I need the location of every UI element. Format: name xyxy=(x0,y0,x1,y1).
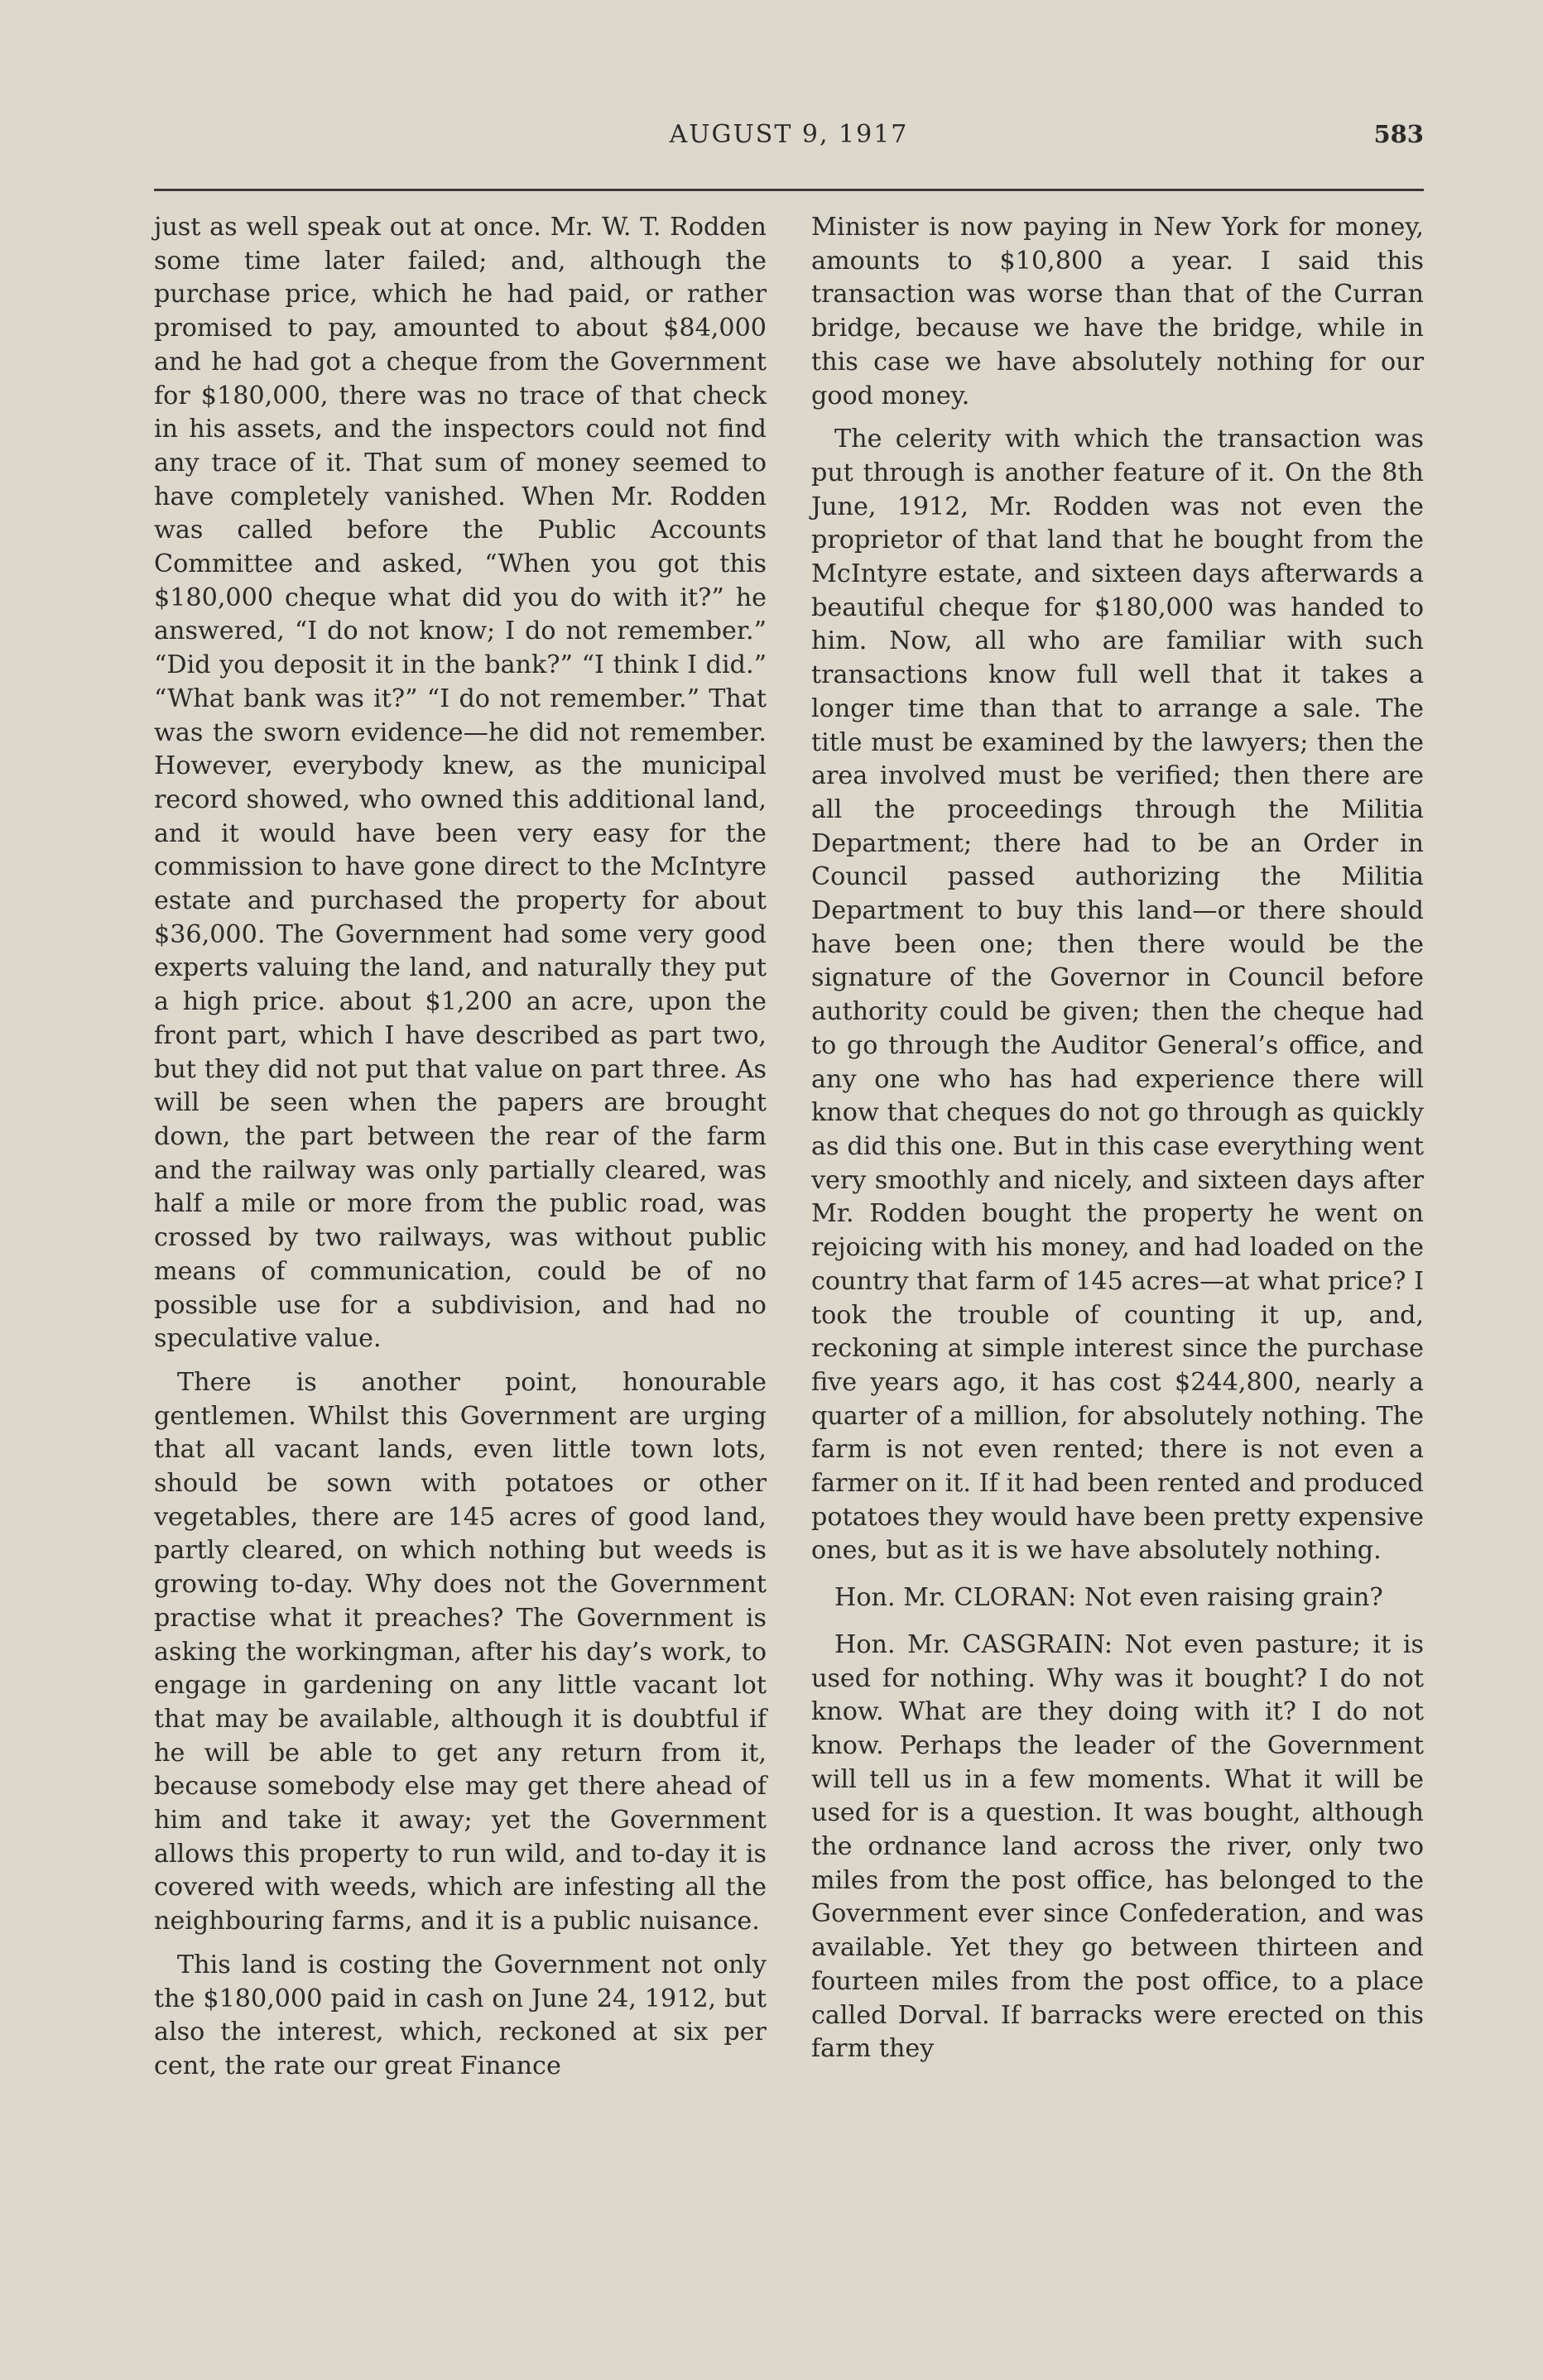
running-header xyxy=(154,120,1424,170)
speech-paragraph: Hon. Mr. CASGRAIN: Not even pasture; it is used for nothing. Why was it bought? I do not know. What are they doing with it? I do not know. Perhaps the leader of the Government will tell us in a few moments. What it will be used for is a question. It was bought, although the ordnance land across the river, only two miles from the post office, has belonged to the Government ever since Confederation, and was available. Yet they go between thirteen and fourteen miles from the post office, to a place called Dorval. If barracks were erected on this farm they xyxy=(811,1629,1424,2064)
left-column xyxy=(154,211,767,2084)
header-rule xyxy=(154,189,1424,191)
paragraph: just as well speak out at once. Mr. W. T. Rodden some time later failed; and, although the purchase price, which he had paid, or rather promised to pay, amounted to about $84,000 and he had got a cheque from the Government for $180,000, there was no trace of that check in his assets, and the inspectors could not find any trace of it. That sum of money seemed to have completely vanished. When Mr. Rodden was called before the Public Accounts Committee and asked, “When you got this $180,000 cheque what did you do with it?” he answered, “I do not know; I do not remember.” “Did you deposit it in the bank?” “I think I did.” “What bank was it?” “I do not remember.” That was the sworn evidence—he did not remember. However, everybody knew, as the municipal record showed, who owned this additional land, and it would have been very easy for the commission to have gone direct to the McIntyre estate and purchased the property for about $36,000. The Government had some very good experts valuing the land, and naturally they put a high price. about $1,200 an acre, upon the front part, which I have described as part two, but they did not put that value on part three. As will be seen when the papers are brought down, the part between the rear of the farm and the railway was only partially cleared, was half a mile or more from the public road, was crossed by two railways, was without public means of communication, could be of no possible use for a subdivision, and had no speculative value. xyxy=(154,213,767,1354)
paragraph: There is another point, honourable gentlemen. Whilst this Government are urging that all vacant lands, even little town lots, should be sown with potatoes or other vegetables, there are 145 acres of good land, partly cleared, on which nothing but weeds is growing to-day. Why does not the Government practise what it preaches? The Government is asking the workingman, after his day’s work, to engage in gardening on any little vacant lot that may be available, although it is doubtful if he will be able to get any return from it, because somebody else may get there ahead of him and take it away; yet the Government allows this property to run wild, and to-day it is covered with weeds, which are infesting all the neighbouring farms, and it is a public nuisance. xyxy=(154,1367,767,1936)
right-column xyxy=(811,211,1424,2066)
page-date: AUGUST 9, 1917 xyxy=(669,120,909,149)
paragraph: This land is costing the Government not only the $180,000 paid in cash on June 24, 1912, but also the interest, which, reckoned at six per cent, the rate our great Finance xyxy=(154,1950,767,2080)
paragraph: Minister is now paying in New York for money, amounts to $10,800 a year. I said this transaction was worse than that of the Curran bridge, because we have the bridge, while in this case we have absolutely nothing for our good money. xyxy=(811,213,1424,410)
paragraph: The celerity with which the transaction was put through is another feature of it. On the 8th June, 1912, Mr. Rodden was not even the proprietor of that land that he bought from the McIntyre estate, and sixteen days afterwards a beautiful cheque for $180,000 was handed to him. Now, all who are familiar with such transactions know full well that it takes a longer time than that to arrange a sale. The title must be examined by the lawyers; then the area involved must be verified; then there are all the proceedings through the Militia Department; there had to be an Order in Council passed authorizing the Militia Department to buy this land—or there should have been one; then there would be the signature of the Governor in Council before authority could be given; then the cheque had to go through the Auditor General’s office, and any one who has had experience there will know that cheques do not go through as quickly as did this one. But in this case everything went very smoothly and nicely, and sixteen days after Mr. Rodden bought the property he went on rejoicing with his money, and had loaded on the country that farm of 145 acres—at what price? I took the trouble of counting it up, and, reckoning at simple interest since the purchase five years ago, it has cost $244,800, nearly a quarter of a million, for absolutely nothing. The farm is not even rented; there is not even a farmer on it. If it had been rented and produced potatoes they would have been pretty expensive ones, but as it is we have absolutely nothing. xyxy=(811,425,1424,1566)
speech-paragraph: Hon. Mr. CLORAN: Not even raising grain? xyxy=(834,1583,1383,1613)
page-number: 583 xyxy=(1373,120,1424,148)
